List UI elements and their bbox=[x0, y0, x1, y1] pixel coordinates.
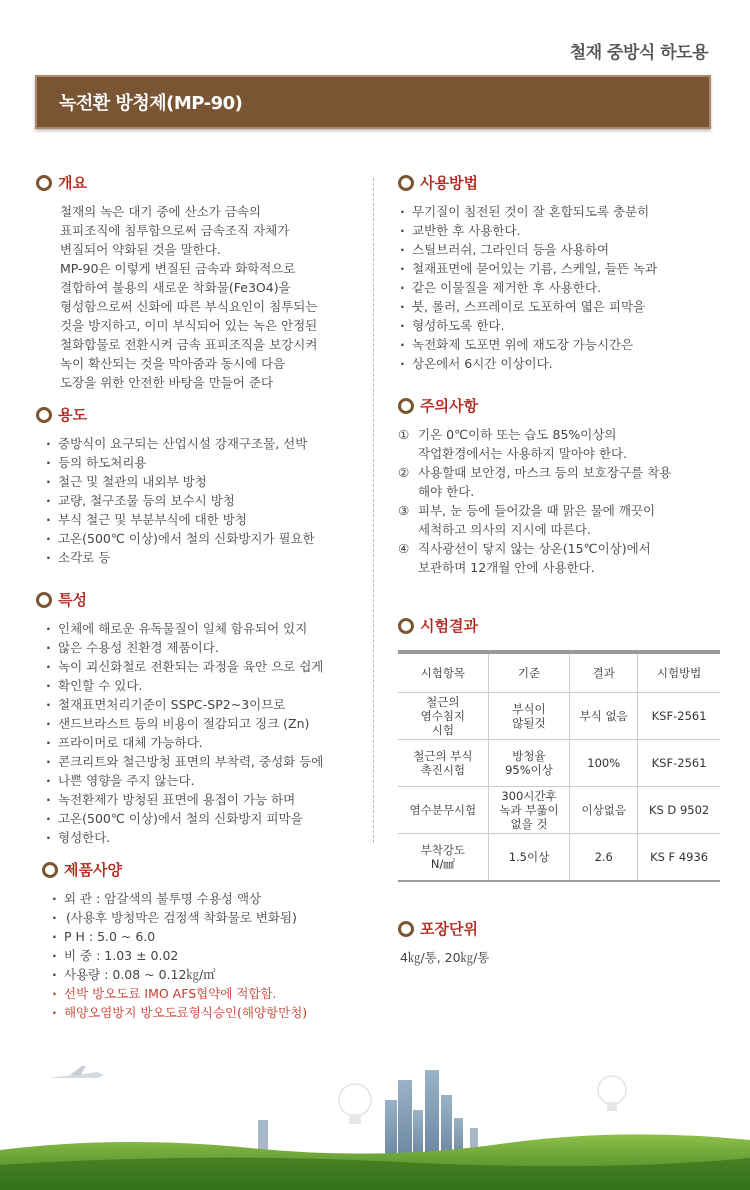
table-cell: 100% bbox=[570, 740, 638, 787]
table-cell: 300시간후 녹과 부풂이 없을 것 bbox=[488, 787, 570, 834]
circle-bullet-icon bbox=[398, 398, 414, 414]
table-cell: KS D 9502 bbox=[638, 787, 720, 834]
list-item: · 교량, 철구조물 등의 보수시 방청 bbox=[46, 491, 366, 510]
uses-section bbox=[36, 404, 366, 567]
list-item: · 철근 및 철관의 내외부 방청 bbox=[46, 472, 366, 491]
packaging-text: 4㎏/통, 20㎏/통 bbox=[400, 950, 490, 965]
list-item: ③ 피부, 눈 등에 들어갔을 때 맑은 물에 깨끗이 세척하고 의사의 지시에 따른다. bbox=[398, 503, 656, 537]
list-item: · 프라이머로 대체 가능하다. bbox=[46, 733, 366, 752]
overview-section bbox=[36, 172, 366, 392]
column-divider bbox=[373, 178, 374, 843]
list-item: · 무기질이 침전된 것이 잘 혼합되도록 충분히 bbox=[400, 202, 723, 221]
text-line: 도장을 위한 안전한 바탕을 만들어 준다 bbox=[60, 375, 274, 390]
table-cell: 염수분무시험 bbox=[398, 787, 488, 834]
column-header: 시험항목 bbox=[398, 652, 488, 693]
list-item: · (사용후 방청막은 검정색 착화물로 변화됨) bbox=[52, 908, 366, 927]
cautions-section bbox=[398, 395, 723, 577]
uses-list bbox=[36, 434, 366, 567]
list-item: · 외 관 : 암갈색의 불투명 수용성 액상 bbox=[52, 889, 366, 908]
list-item: · 형성한다. bbox=[46, 828, 366, 847]
table-cell: 방청율 95%이상 bbox=[488, 740, 570, 787]
product-title-bar bbox=[35, 75, 711, 129]
table-cell: 이상없음 bbox=[570, 787, 638, 834]
text-line: 것을 방지하고, 이미 부식되어 있는 녹은 안정된 bbox=[60, 318, 318, 333]
list-item: · 고온(500℃ 이상)에서 철의 신화방지 피막을 bbox=[46, 809, 366, 828]
table-cell: KSF-2561 bbox=[638, 693, 720, 740]
list-item: · 붓, 롤러, 스프레이로 도포하여 엷은 피막을 bbox=[400, 297, 723, 316]
usage-heading: 사용방법 bbox=[420, 174, 478, 192]
list-item: · 녹이 괴신화철로 전환되는 과정을 육안 으로 쉽게 bbox=[46, 657, 366, 676]
table-row bbox=[398, 740, 720, 787]
features-heading: 특성 bbox=[58, 591, 87, 609]
category-label: 철재 중방식 하도용 bbox=[569, 43, 708, 63]
text-line: 표피조직에 침투함으로써 금속조직 자체가 bbox=[60, 223, 290, 238]
list-item: · 중방식이 요구되는 산업시설 강재구조물, 선박 bbox=[46, 434, 366, 453]
city-grass-illustration bbox=[0, 1040, 750, 1190]
uses-heading: 용도 bbox=[58, 406, 87, 424]
cautions-heading: 주의사항 bbox=[420, 397, 478, 415]
table-cell: 철근의 염수침지 시험 bbox=[398, 693, 488, 740]
packaging-heading: 포장단위 bbox=[420, 920, 478, 938]
table-cell: KSF-2561 bbox=[638, 740, 720, 787]
list-item: · 샌드브라스트 등의 비용이 절감되고 징크 (Zn) bbox=[46, 714, 366, 733]
table-row bbox=[398, 834, 720, 882]
overview-text bbox=[60, 202, 366, 392]
circle-bullet-icon bbox=[36, 407, 52, 423]
test-results-heading: 시험결과 bbox=[420, 617, 478, 635]
text-line: MP-90은 이렇게 변질된 금속과 화학적으로 bbox=[60, 261, 296, 276]
column-header: 결과 bbox=[570, 652, 638, 693]
list-item: · 등의 하도처리용 bbox=[46, 453, 366, 472]
left-column bbox=[36, 172, 366, 1022]
lightbulb-icon bbox=[339, 1084, 371, 1124]
packaging-section bbox=[398, 918, 723, 966]
features-list bbox=[36, 619, 366, 847]
circle-bullet-icon bbox=[398, 175, 414, 191]
table-row bbox=[398, 787, 720, 834]
list-item: · 부식 철근 및 부분부식에 대한 방청 bbox=[46, 510, 366, 529]
buildings-icon bbox=[258, 1070, 478, 1160]
text-line: 철재의 녹은 대기 중에 산소가 금속의 bbox=[60, 204, 261, 219]
table-cell: 부식 없음 bbox=[570, 693, 638, 740]
list-item: · 소각로 등 bbox=[46, 548, 366, 567]
list-item: · 고온(500℃ 이상)에서 철의 신화방지가 필요한 bbox=[46, 529, 366, 548]
table-cell: 2.6 bbox=[570, 834, 638, 882]
column-header: 기준 bbox=[488, 652, 570, 693]
list-item: ② 사용할때 보안경, 마스크 등의 보호장구를 착용 해야 한다. bbox=[398, 465, 672, 499]
list-item: · 상온에서 6시간 이상이다. bbox=[400, 354, 723, 373]
features-section bbox=[36, 589, 366, 847]
table-cell: 부식이 않될것 bbox=[488, 693, 570, 740]
list-item: · 녹전화제 도포면 위에 재도장 가능시간은 bbox=[400, 335, 723, 354]
text-line: 철화합물로 전환시켜 금속 표피조직을 보강시켜 bbox=[60, 337, 318, 352]
highlight-item: · 해양오염방지 방오도료형식승인(해양항만청) bbox=[52, 1003, 366, 1022]
airplane-icon bbox=[48, 1066, 104, 1078]
text-line: 형성함으로써 신화에 따른 부식요인이 침투되는 bbox=[60, 299, 318, 314]
circle-bullet-icon bbox=[42, 862, 58, 878]
list-item: · P H : 5.0 ~ 6.0 bbox=[52, 927, 366, 946]
list-item: · 형성하도록 한다. bbox=[400, 316, 723, 335]
table-row bbox=[398, 693, 720, 740]
list-item: · 콘크리트와 철근방청 표면의 부착력, 중성화 등에 bbox=[46, 752, 366, 771]
highlight-item: · 선박 방오도료 IMO AFS협약에 적합함. bbox=[52, 984, 366, 1003]
list-item: · 않은 수용성 친환경 제품이다. bbox=[46, 638, 366, 657]
list-item: · 확인할 수 있다. bbox=[46, 676, 366, 695]
table-cell: 철근의 부식 촉진시험 bbox=[398, 740, 488, 787]
right-column bbox=[398, 172, 723, 966]
list-item: ① 기온 0℃이하 또는 습도 85%이상의 작업환경에서는 사용하지 말아야 한다. bbox=[398, 427, 628, 461]
circle-bullet-icon bbox=[398, 921, 414, 937]
list-item: · 사용량 : 0.08 ~ 0.12㎏/㎡ bbox=[52, 965, 366, 984]
circle-bullet-icon bbox=[36, 592, 52, 608]
list-item: · 스틸브러쉬, 그라인더 등을 사용하여 bbox=[400, 240, 723, 259]
list-item: · 나쁜 영향을 주지 않는다. bbox=[46, 771, 366, 790]
text-line: 변질되어 약화된 것을 말한다. bbox=[60, 242, 221, 257]
test-results-table bbox=[398, 650, 720, 882]
list-item: · 인체에 해로운 유독물질이 일체 함유되어 있지 bbox=[46, 619, 366, 638]
test-results-section bbox=[398, 615, 723, 882]
circle-bullet-icon bbox=[36, 175, 52, 191]
overview-heading: 개요 bbox=[58, 174, 87, 192]
usage-section bbox=[398, 172, 723, 373]
list-item: · 녹전환제가 방청된 표면에 용접이 가능 하며 bbox=[46, 790, 366, 809]
specs-heading: 제품사양 bbox=[64, 861, 122, 879]
product-title: 녹전환 방청제(MP-90) bbox=[59, 93, 243, 114]
usage-list bbox=[398, 202, 723, 373]
list-item: · 비 중 : 1.03 ± 0.02 bbox=[52, 946, 366, 965]
table-cell: 1.5이상 bbox=[488, 834, 570, 882]
list-item: · 철재표면에 묻어있는 기름, 스케일, 들뜬 녹과 bbox=[400, 259, 723, 278]
list-item: ④ 직사광선이 닿지 않는 상온(15℃이상)에서 보관하며 12개월 안에 사용한다. bbox=[398, 541, 651, 575]
cautions-list bbox=[398, 425, 723, 577]
list-item: · 교반한 후 사용한다. bbox=[400, 221, 723, 240]
text-line: 결합하여 불용의 새로운 착화물(Fe3O4)을 bbox=[60, 280, 291, 295]
specs-section bbox=[42, 859, 366, 1022]
circle-bullet-icon bbox=[398, 618, 414, 634]
table-cell: 부착강도 N/㎟ bbox=[398, 834, 488, 882]
lightbulb-icon bbox=[598, 1076, 626, 1111]
specs-list bbox=[42, 889, 366, 1022]
text-line: 녹이 확산되는 것을 막아줌과 동시에 다음 bbox=[60, 356, 286, 371]
list-item: · 같은 이물질을 제거한 후 사용한다. bbox=[400, 278, 723, 297]
list-item: · 철재표면처리기준이 SSPC-SP2~3이므로 bbox=[46, 695, 366, 714]
column-header: 시험방법 bbox=[638, 652, 720, 693]
table-cell: KS F 4936 bbox=[638, 834, 720, 882]
